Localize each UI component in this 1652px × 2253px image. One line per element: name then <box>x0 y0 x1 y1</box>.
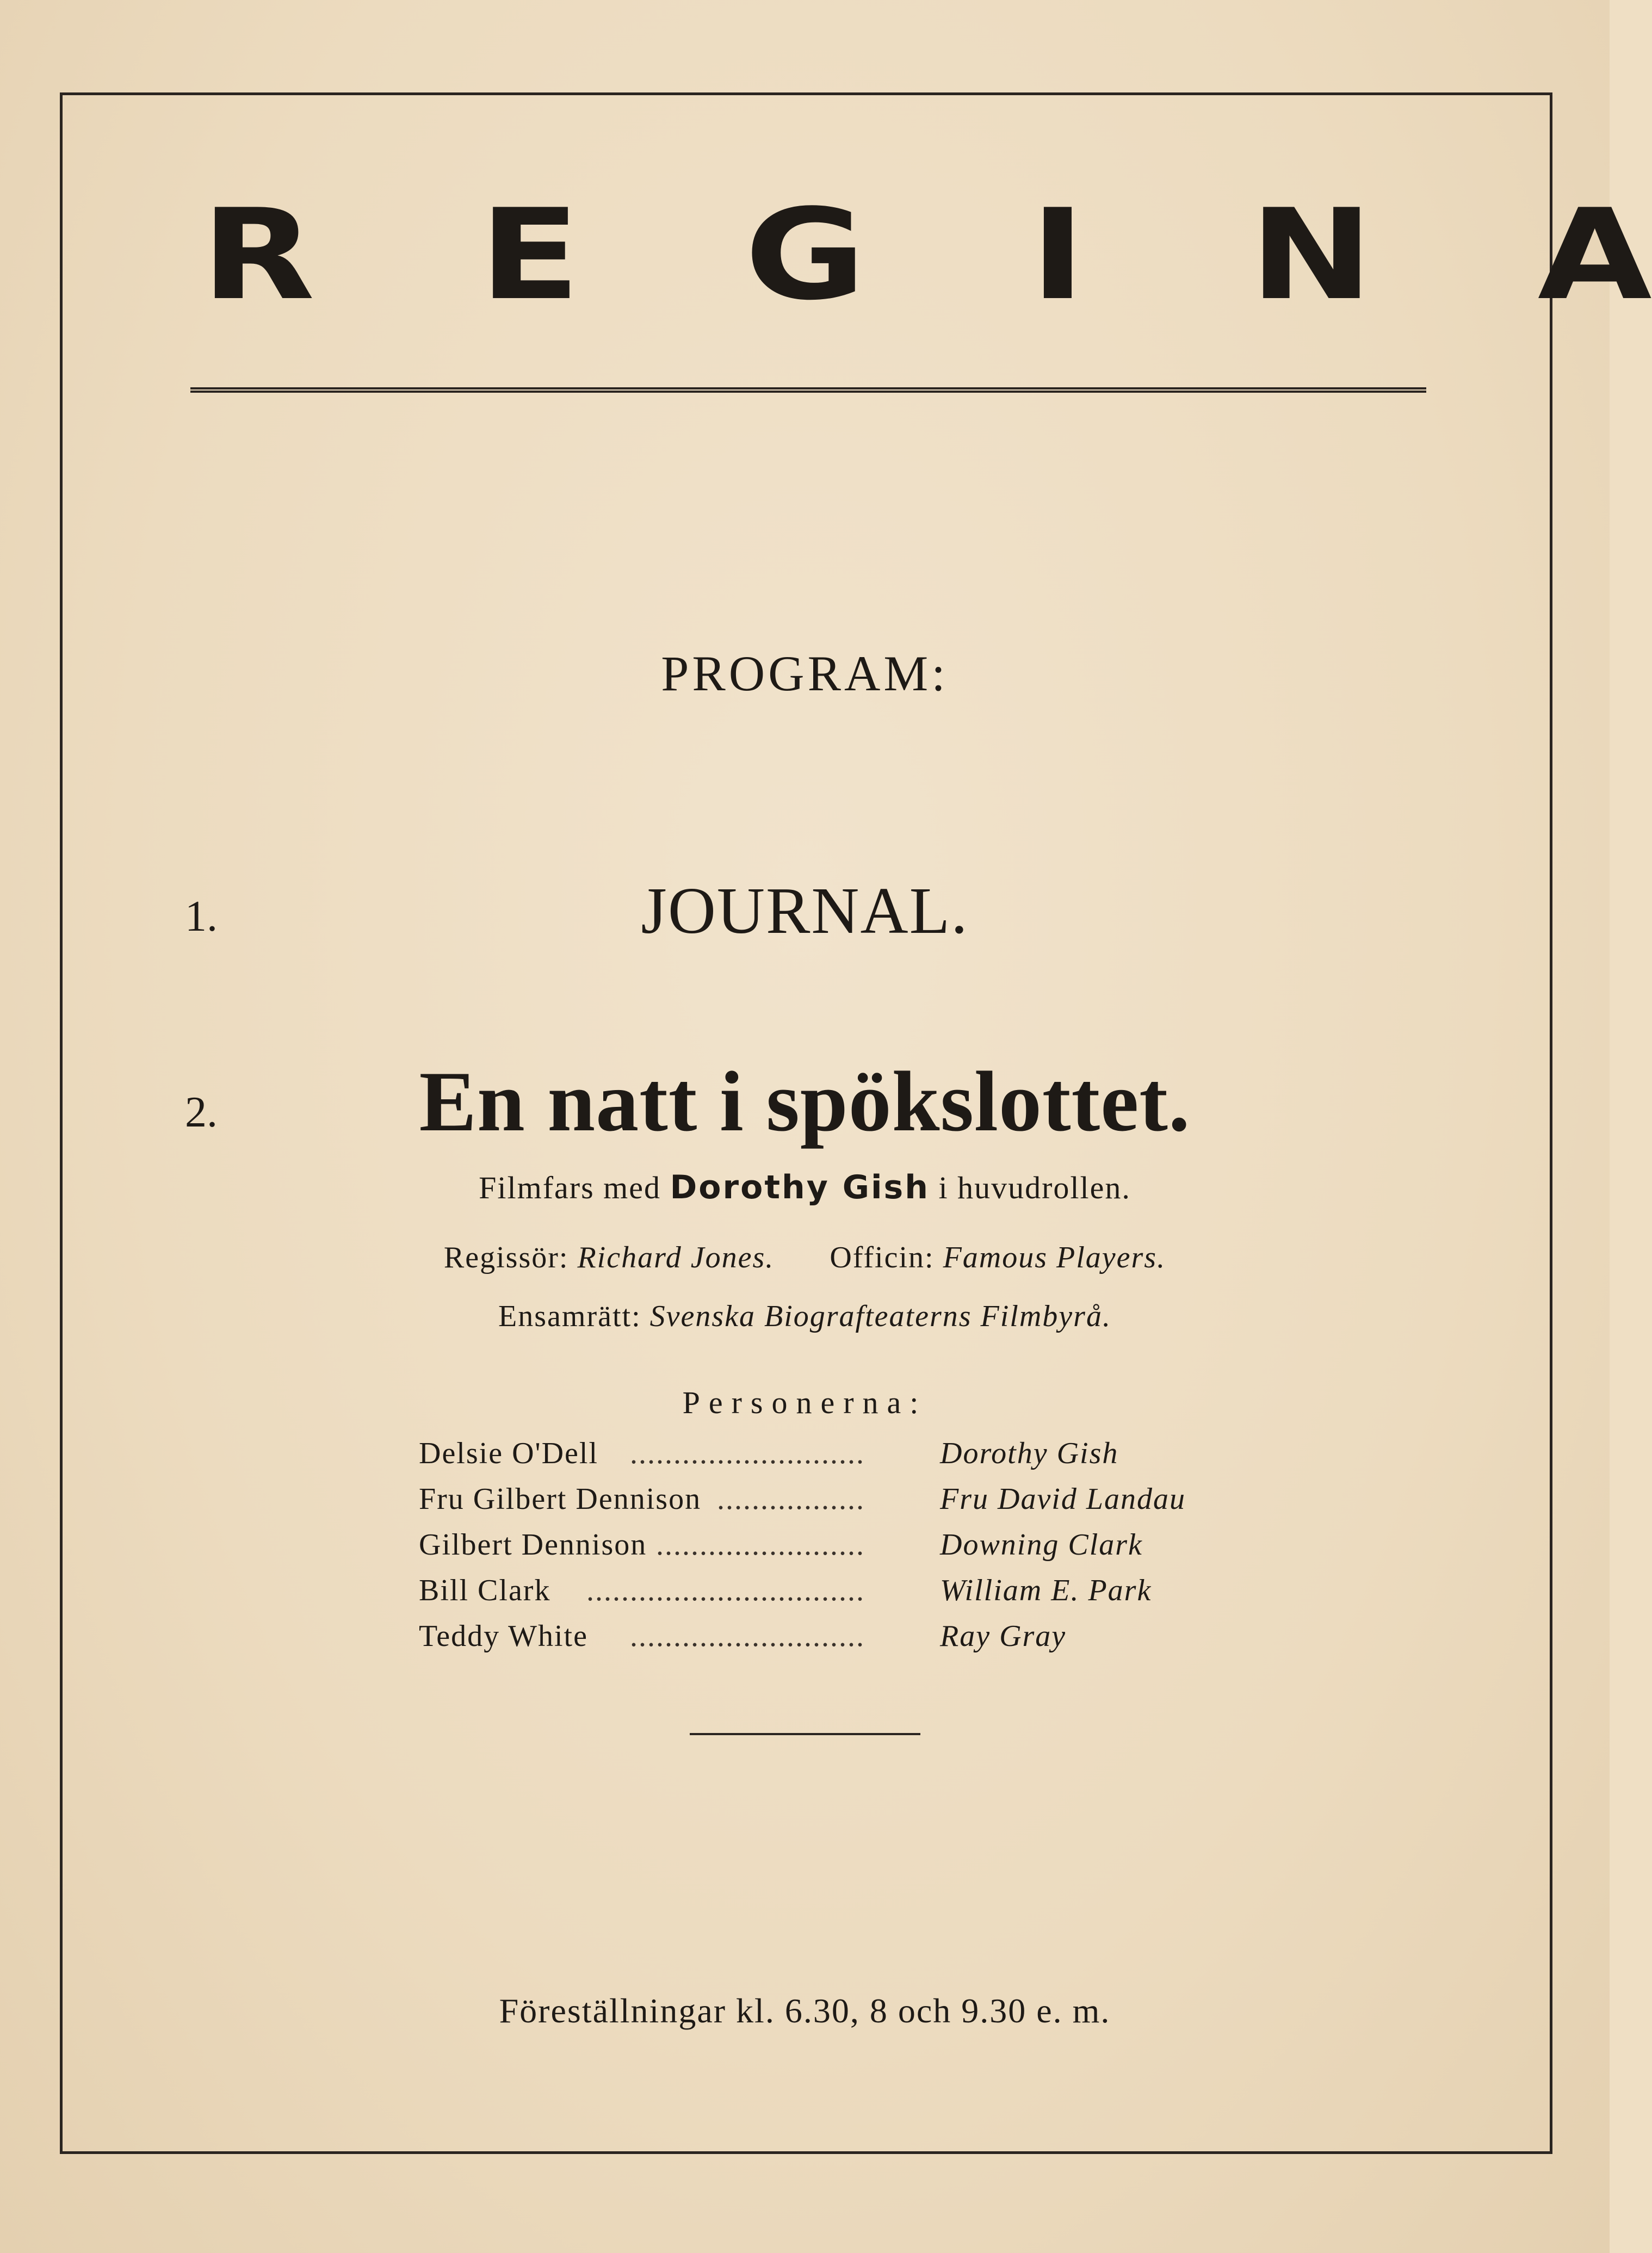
film-rights <box>0 1299 1610 1334</box>
showtimes: Föreställningar kl. 6.30, 8 och 9.30 e. m. <box>499 1991 1111 2030</box>
cast-actor: Downing Clark <box>940 1528 1143 1562</box>
masthead-letter: A <box>1537 183 1652 328</box>
cast-actor: Dorothy Gish <box>940 1437 1119 1470</box>
cast-role: Delsie O'Dell <box>419 1437 599 1470</box>
item-number-1: 1. <box>185 893 218 940</box>
cast-leader-dots: ................. <box>717 1482 865 1516</box>
studio-name: Famous Players. <box>943 1241 1166 1274</box>
subtitle-suffix: i huvudrollen. <box>938 1170 1131 1205</box>
cast-row <box>419 1568 1208 1613</box>
masthead-letter: N <box>1249 183 1373 328</box>
subtitle-star: Dorothy Gish <box>670 1168 930 1206</box>
cast-actor: William E. Park <box>940 1574 1152 1607</box>
masthead-letter: E <box>479 183 580 328</box>
cast-row <box>419 1476 1208 1522</box>
masthead-letter: I <box>1030 183 1086 328</box>
cast-role: Fru Gilbert Dennison <box>419 1482 702 1516</box>
cast-leader-dots: ........................ <box>656 1528 865 1562</box>
subtitle-prefix: Filmfars med <box>479 1170 661 1205</box>
cast-actor: Fru David Landau <box>940 1482 1186 1516</box>
director-name: Richard Jones. <box>577 1241 775 1274</box>
masthead-letter: R <box>201 183 315 328</box>
program-heading: PROGRAM: <box>661 646 949 701</box>
film-title: En natt i spökslottet. <box>419 1054 1191 1149</box>
cast-leader-dots: ........................... <box>630 1619 865 1653</box>
cast-role: Gilbert Dennison <box>419 1528 647 1562</box>
film-subtitle <box>0 1168 1610 1206</box>
rights-label: Ensamrätt: <box>498 1299 641 1333</box>
rights-holder: Svenska Biografteaterns Filmbyrå. <box>649 1299 1111 1333</box>
film-credits <box>0 1240 1610 1275</box>
cast-row <box>419 1522 1208 1568</box>
cast-leader-dots: ................................ <box>586 1574 865 1607</box>
masthead-double-rule <box>190 387 1426 393</box>
section-divider <box>690 1733 920 1735</box>
cast-list <box>419 1431 1208 1659</box>
item-number-2: 2. <box>185 1088 218 1136</box>
cast-row <box>419 1431 1208 1476</box>
studio-label: Officin: <box>830 1241 935 1274</box>
masthead-regina <box>201 183 1652 328</box>
cast-leader-dots: ........................... <box>630 1437 865 1470</box>
item-title-journal: JOURNAL. <box>641 874 969 948</box>
cast-row <box>419 1613 1208 1659</box>
cast-role: Bill Clark <box>419 1574 551 1607</box>
cast-actor: Ray Gray <box>940 1619 1067 1653</box>
masthead-letter: G <box>744 183 866 328</box>
cast-role: Teddy White <box>419 1619 588 1653</box>
director-label: Regissör: <box>443 1241 569 1274</box>
cast-heading: Personerna: <box>682 1385 927 1420</box>
